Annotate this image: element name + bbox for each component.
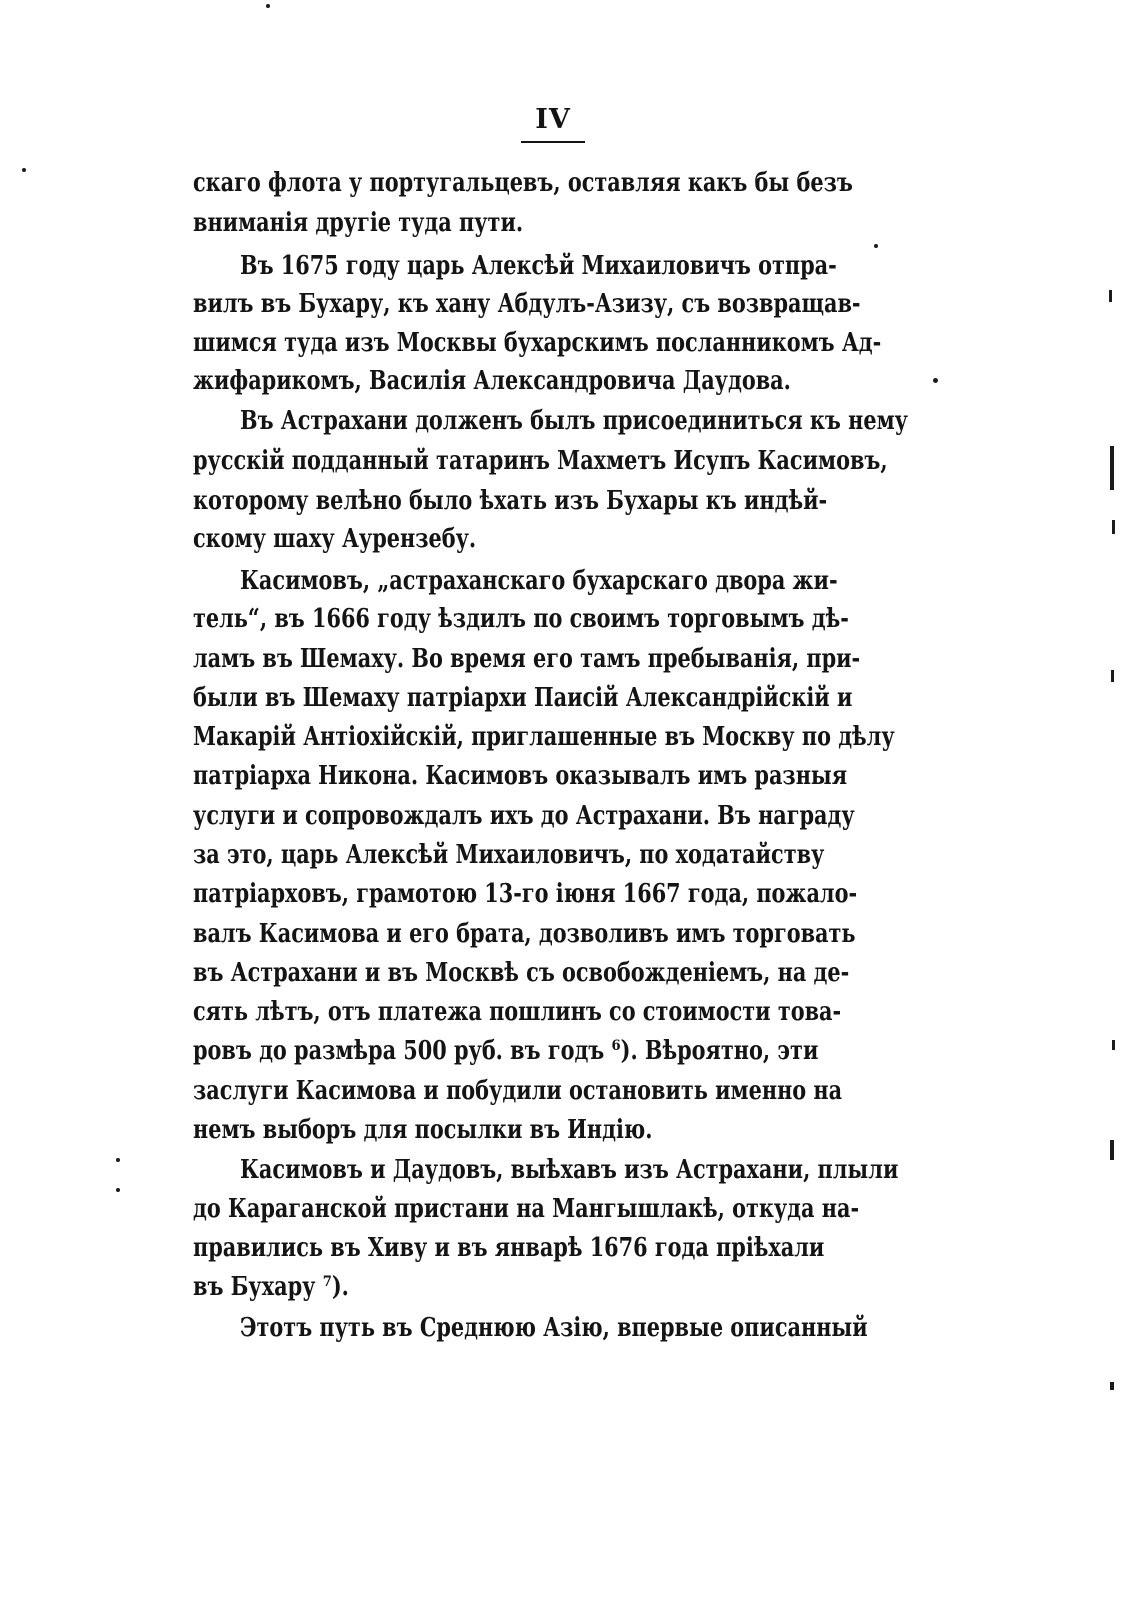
text-line: шимся туда изъ Москвы бухарскимъ посланникомъ Ад- bbox=[193, 328, 882, 358]
text-line: вниманія другіе туда пути. bbox=[193, 208, 524, 238]
text-line: Этотъ путь въ Среднюю Азію, впервые описанный bbox=[240, 1313, 868, 1343]
scan-speck bbox=[22, 168, 26, 172]
scan-edge-mark bbox=[1110, 446, 1114, 490]
text-line: Въ Астрахани долженъ былъ присоединиться къ нему bbox=[240, 406, 908, 436]
text-line: патріарха Никона. Касимовъ оказывалъ имъ разныя bbox=[193, 761, 848, 791]
text-line: Макарій Антіохійскій, приглашенные въ Москву по дѣлу bbox=[193, 722, 895, 752]
text-line: которому велѣно было ѣхать изъ Бухары къ индѣй- bbox=[193, 486, 828, 516]
scan-edge-mark bbox=[1109, 290, 1112, 302]
text-line: тель“, въ 1666 году ѣздилъ по своимъ торговымъ дѣ- bbox=[193, 604, 849, 634]
page-number: IV bbox=[535, 104, 571, 135]
text-line: ламъ въ Шемаху. Во время его тамъ пребыванія, при- bbox=[193, 644, 861, 674]
text-line: услуги и сопровождалъ ихъ до Астрахани. Въ награду bbox=[193, 801, 855, 831]
text-line: до Караганской пристани на Мангышлакѣ, откуда на- bbox=[193, 1194, 860, 1224]
text-line: за это, царь Алексѣй Михаиловичъ, по ходатайству bbox=[193, 840, 825, 870]
scan-speck bbox=[874, 244, 878, 248]
text-line: Въ 1675 году царь Алексѣй Михаиловичъ отпра- bbox=[240, 251, 837, 281]
scan-edge-mark bbox=[1111, 670, 1114, 682]
text-line: заслуги Касимова и побудили остановить именно на bbox=[193, 1076, 843, 1106]
scan-speck bbox=[933, 378, 938, 383]
text-line: валъ Касимова и его брата, дозволивъ имъ торговать bbox=[193, 919, 856, 949]
scan-speck bbox=[116, 1158, 120, 1162]
scan-edge-mark bbox=[1112, 1040, 1115, 1050]
text-line: сять лѣтъ, отъ платежа пошлинъ со стоимости това- bbox=[193, 997, 842, 1027]
scan-edge-mark bbox=[1110, 1140, 1114, 1160]
scan-edge-mark bbox=[1112, 520, 1115, 534]
scan-edge-mark bbox=[1110, 1382, 1114, 1390]
text-line: Касимовъ и Даудовъ, выѣхавъ изъ Астрахани, плыли bbox=[240, 1155, 899, 1185]
text-line: ровъ до размѣра 500 руб. въ годъ ⁶). Вѣроятно, эти bbox=[193, 1036, 819, 1066]
text-line: въ Астрахани и въ Москвѣ съ освобожденіемъ, на де- bbox=[193, 958, 850, 988]
text-line: въ Бухару ⁷). bbox=[193, 1272, 349, 1302]
text-line: были въ Шемаху патріархи Паисій Александрійскій и bbox=[193, 683, 853, 713]
text-line: вилъ въ Бухару, къ хану Абдулъ-Азизу, съ возвращав- bbox=[193, 289, 861, 319]
scan-speck bbox=[116, 1188, 120, 1192]
text-line: русскій подданный татаринъ Махметъ Исупъ Касимовъ, bbox=[193, 446, 888, 476]
text-line: Касимовъ, „астраханскаго бухарскаго двора жи- bbox=[240, 566, 838, 596]
text-line: скому шаху Аурензебу. bbox=[193, 524, 477, 554]
text-line: скаго флота у португальцевъ, оставляя какъ бы безъ bbox=[193, 168, 853, 198]
text-line: немъ выборъ для посылки въ Индію. bbox=[193, 1115, 653, 1145]
text-line: патріарховъ, грамотою 13-го іюня 1667 года, пожало- bbox=[193, 879, 858, 909]
page-number-rule bbox=[521, 141, 585, 143]
text-line: жифарикомъ, Василія Александровича Даудова. bbox=[193, 366, 791, 396]
text-line: правились въ Хиву и въ январѣ 1676 года пріѣхали bbox=[193, 1233, 825, 1263]
scan-speck bbox=[266, 4, 270, 8]
